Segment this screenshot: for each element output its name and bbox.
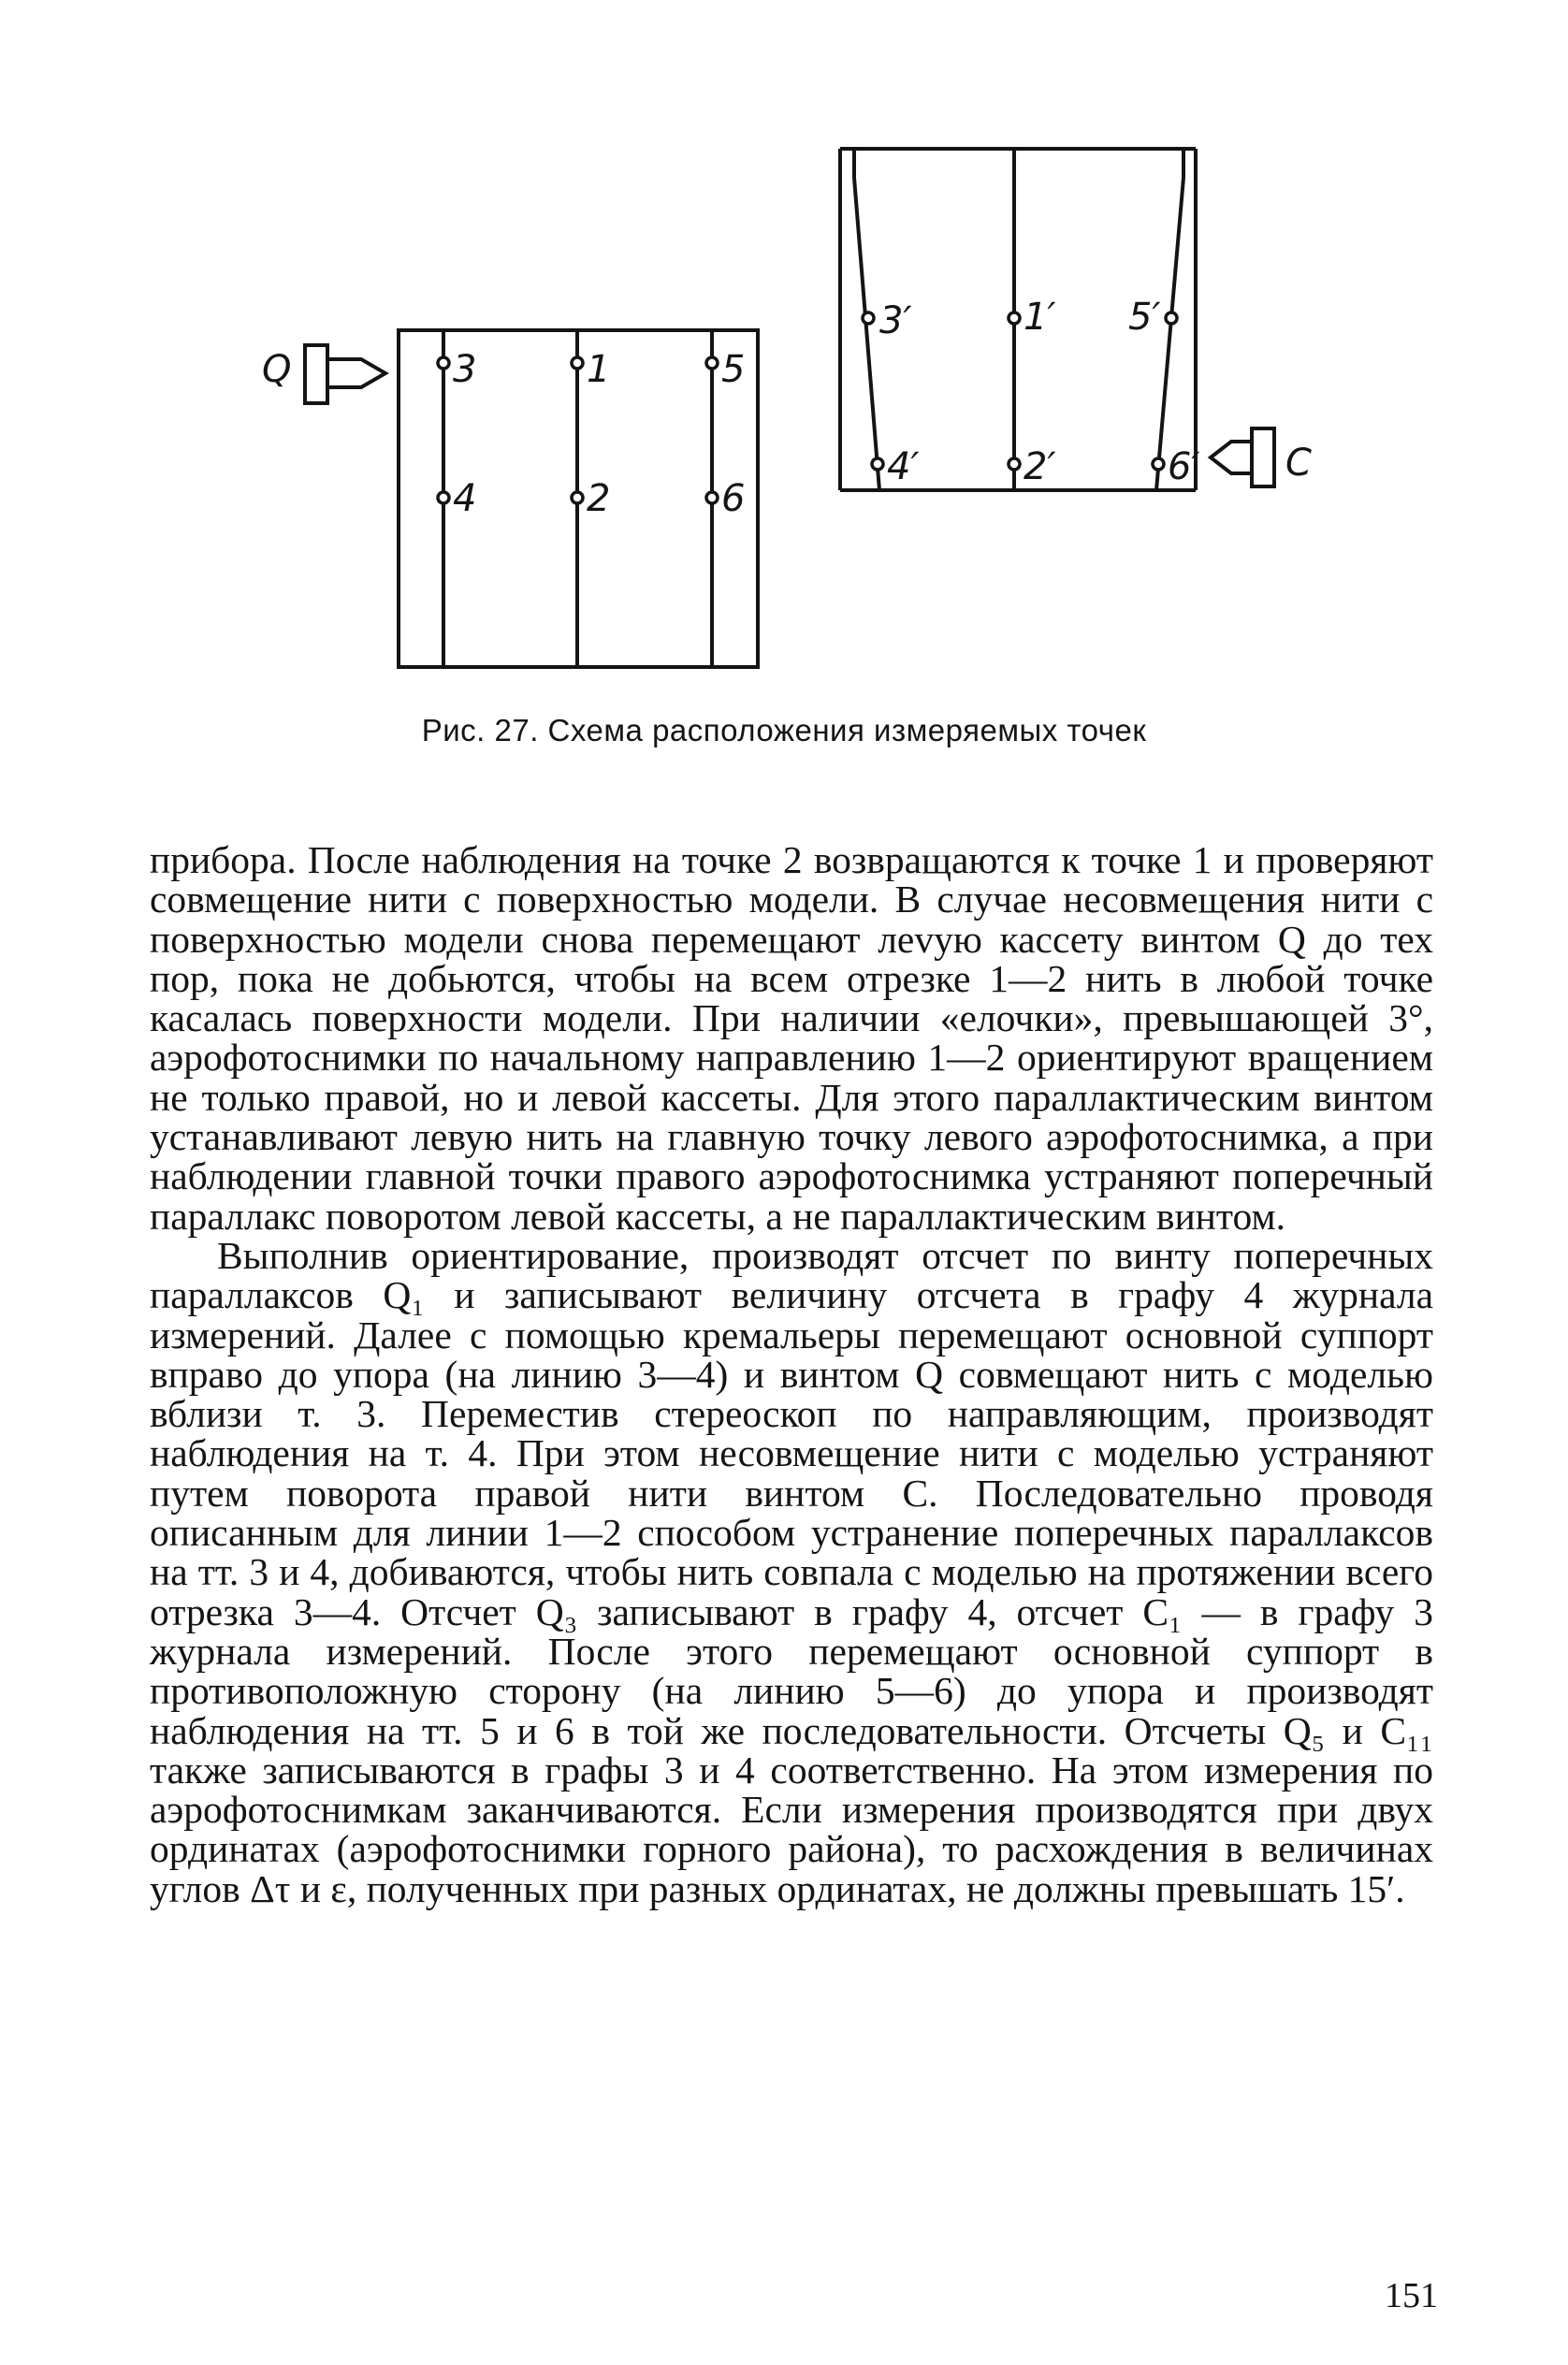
paragraph: Выполнив ориентирование, производят отсчет по винту поперечных параллаксов Q₁ и записывают величину отсчета в графу 4 журнала измерений. Далее с помощью кремальеры перемещают основной суппорт вправо до упора (на линию 3—4) и винтом Q совмещают нить с моделью вблизи т. 3. Переместив стереоскоп по направляющим, производят наблюдения на т. 4. При этом несовмещение нити с моделью устраняют путем поворота правой нити винтом C. Последовательно проводя описанным для линии 1—2 способом устранение поперечных параллаксов на тт. 3 и 4, добиваются, чтобы нить совпала с моделью на протяжении всего отрезка 3—4. Отсчет Q₃ записывают в графу 4, отсчет C₁ — в графу 3 журнала измерений. После этого перемещают основной суппорт в противоположную сторону (на линию 5—6) до упора и производят наблюдения на тт. 5 и 6 в той же последовательности. Отсчеты Q₅ и C₁₁ также записываются в графы 3 и 4 соответственно. На этом измерения по аэрофотоснимкам заканчиваются. Если измерения производятся при двух ординатах (аэрофотоснимки горного района), то расхождения в величинах углов Δτ и ε, полученных при разных ординатах, не должны превышать 15′.: [150, 1233, 1433, 1910]
point-5p-label: 5′: [1128, 296, 1161, 339]
point-1-marker: [572, 357, 583, 369]
figure-caption: Рис. 27. Схема расположения измеряемых точек: [421, 713, 1147, 747]
point-6p-label: 6′: [1168, 445, 1200, 488]
body-text: [150, 840, 1433, 1908]
point-6-marker: [706, 492, 718, 503]
point-3-marker: [438, 357, 449, 369]
point-5-marker: [706, 357, 718, 369]
point-6-label: 6: [721, 477, 746, 520]
point-2p-label: 2′: [1024, 445, 1056, 488]
point-4p-marker: [872, 458, 883, 470]
screw-c-label: C: [1285, 442, 1312, 485]
point-1p-marker: [1009, 312, 1020, 324]
screw-c-symbol: [1211, 428, 1274, 486]
point-4p-label: 4′: [887, 445, 920, 488]
right-thread-3p-4p: [854, 178, 879, 490]
measurement-points-diagram: [0, 0, 1568, 692]
point-2-marker: [572, 492, 583, 503]
point-1-label: 1: [587, 348, 611, 391]
point-5p-marker: [1166, 312, 1177, 324]
page-number: 151: [1385, 2276, 1438, 2315]
paragraph: прибора. После наблюдения на точке 2 возвращаются к точке 1 и проверяют совмещение нити с поверхностью модели. В случае несовмещения нити с поверхностью модели снова перемещают леvую кассету винтом Q до тех пор, пока не добьются, чтобы на всем отрезке 1—2 нить в любой точке касалась поверхности модели. При наличии «елочки», превышающей 3°, аэрофотоснимки по начальному направлению 1—2 ориентируют вращением не только правой, но и левой кассеты. Для этого параллактическим винтом устанавливают левую нить на главную точку левого аэрофотоснимка, а при наблюдении главной точки правого аэрофотоснимка устраняют поперечный параллакс поворотом левой кассеты, а не параллактическим винтом.: [150, 838, 1433, 1238]
point-2p-marker: [1009, 458, 1020, 470]
point-4-marker: [438, 492, 449, 503]
point-3-label: 3: [453, 348, 477, 391]
point-3p-marker: [863, 312, 874, 324]
point-6p-marker: [1153, 458, 1164, 470]
point-1p-label: 1′: [1024, 296, 1056, 339]
point-2-label: 2: [587, 477, 611, 520]
point-5-label: 5: [721, 348, 746, 391]
screw-q-symbol: [305, 345, 385, 403]
point-4-label: 4: [453, 477, 477, 520]
point-3p-label: 3′: [879, 299, 912, 342]
screw-q-label: Q: [262, 348, 292, 391]
